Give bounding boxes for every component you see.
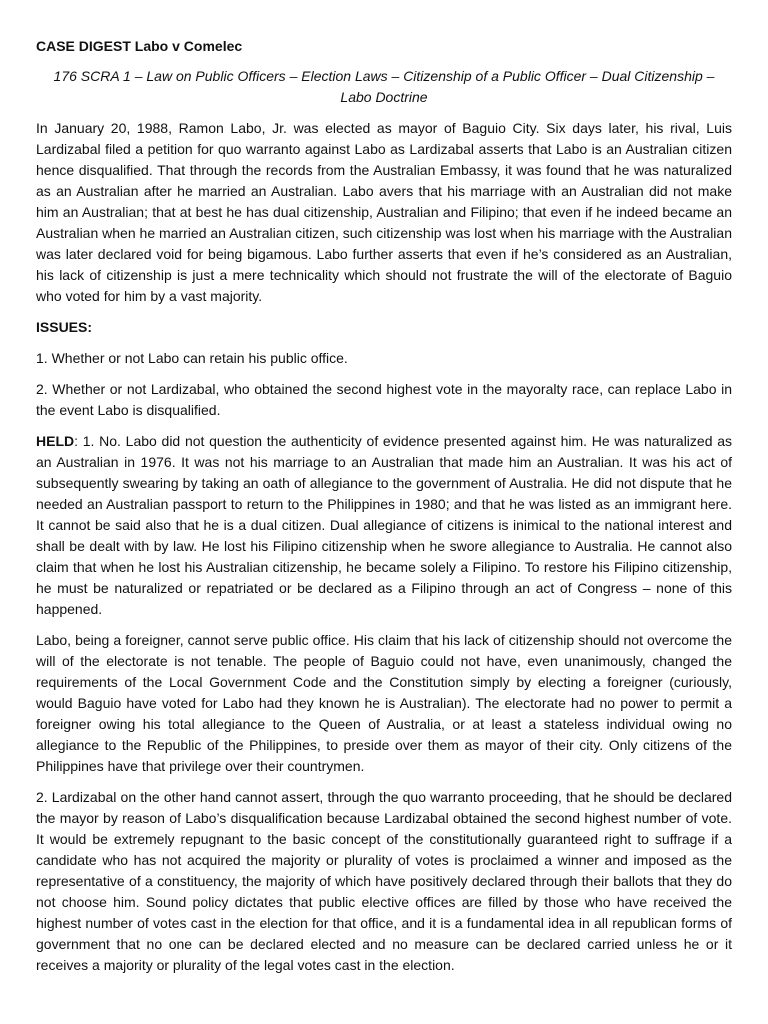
held-1-paragraph <box>36 431 732 620</box>
held-1-continued-paragraph: Labo, being a foreigner, cannot serve public office. His claim that his lack of citizenship should not overcome the will of the electorate is not tenable. The people of Baguio could not have, even unanimously, changed the requirements of the Local Government Code and the Constitution simply by electing a foreigner (curiously, would Baguio have voted for Labo had they known he is Australian). The electorate had no power to permit a foreigner owing his total allegiance to the Queen of Australia, or at least a stateless individual owing no allegiance to the Republic of the Philippines, to preside over them as mayor of their city. Only citizens of the Philippines have that privilege over their countrymen. <box>36 632 732 774</box>
issue-2-paragraph: 2. Whether or not Lardizabal, who obtained the second highest vote in the mayoralty race, can replace Labo in the event Labo is disqualified. <box>36 381 732 418</box>
held-1-text: : 1. No. Labo did not question the authenticity of evidence presented against him. He was naturalized as an Australian in 1976. It was not his marriage to an Australian that made him an Australian. It was his act of subsequently swearing by taking an oath of allegiance to the government of Australia. He did not dispute that he needed an Australian passport to return to the Philippines in 1980; and that he was listed as an immigrant here. It cannot be said also that he is a dual citizen. Dual allegiance of citizens is inimical to the national interest and shall be dealt with by law. He lost his Filipino citizenship when he swore allegiance to Australia. He cannot also claim that when he lost his Australian citizenship, he became solely a Filipino. To restore his Filipino citizenship, he must be naturalized or repatriated or be declared as a Filipino through an act of Congress – none of this happened. <box>36 433 732 617</box>
document-subtitle: 176 SCRA 1 – Law on Public Officers – Election Laws – Citizenship of a Public Officer – Dual Citizenship – Labo Doctrine <box>53 68 715 105</box>
issues-heading: ISSUES: <box>36 319 93 335</box>
facts-paragraph: In January 20, 1988, Ramon Labo, Jr. was elected as mayor of Baguio City. Six days later, his rival, Luis Lardizabal filed a petition for quo warranto against Labo as Lardizabal asserts that Labo is an Australian citizen hence disqualified. That through the records from the Australian Embassy, it was found that he was naturalized as an Australian after he married an Australian. Labo avers that his marriage with an Australian did not make him an Australian; that at best he has dual citizenship, Australian and Filipino; that even if he indeed became an Australian when he married an Australian citizen, such citizenship was lost when his marriage with the Australian was later declared void for being bigamous. Labo further asserts that even if he’s considered as an Australian, his lack of citizenship is just a mere technicality which should not frustrate the will of the electorate of Baguio who voted for him by a vast majority. <box>36 120 732 304</box>
held-2-paragraph: 2. Lardizabal on the other hand cannot assert, through the quo warranto proceeding, that he should be declared the mayor by reason of Labo’s disqualification because Lardizabal obtained the second highest number of vote. It would be extremely repugnant to the basic concept of the constitutionally guaranteed right to suffrage if a candidate who has not acquired the majority or plurality of votes is proclaimed a winner and imposed as the representative of a constituency, the majority of which have positively declared through their ballots that they do not choose him. Sound policy dictates that public elective offices are filled by those who have received the highest number of votes cast in the election for that office, and it is a fundamental idea in all republican forms of government that no one can be declared elected and no measure can be declared carried unless he or it receives a majority or plurality of the legal votes cast in the election. <box>36 789 732 973</box>
held-label: HELD <box>36 433 75 449</box>
issue-1-paragraph: 1. Whether or not Labo can retain his public office. <box>36 350 348 366</box>
document-title: CASE DIGEST Labo v Comelec <box>36 38 243 54</box>
